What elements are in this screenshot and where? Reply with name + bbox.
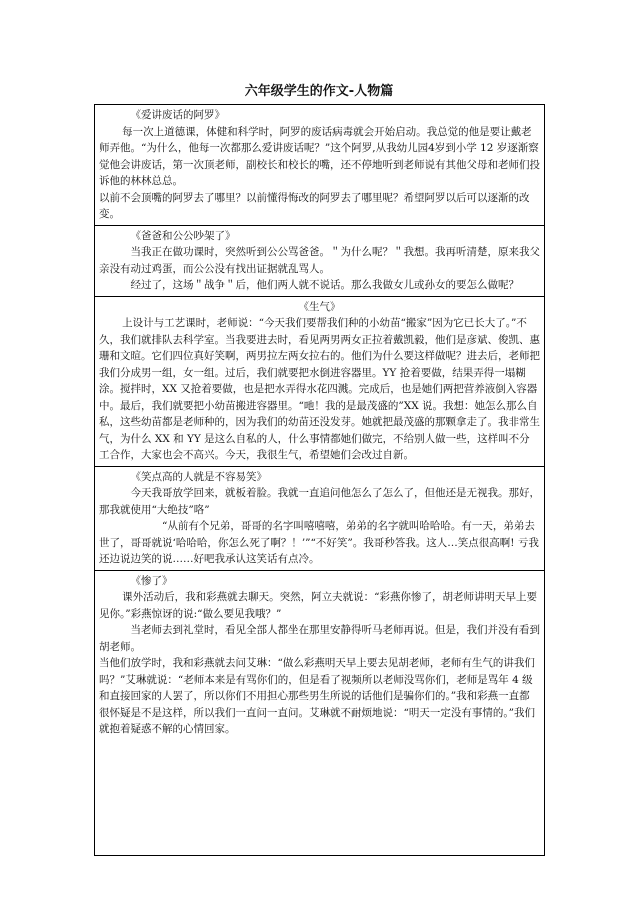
essay-paragraph: 今天我哥放学回来，就板着脸。我就一直追问他怎么了怎么了，但他还是无视我。那好，那我就使用“大绝技”咯” <box>99 487 540 516</box>
essay-row-5 <box>95 570 545 856</box>
essay-cell <box>95 105 545 226</box>
essay-paragraph: 经过了，这场＂战争＂后，他们两人就不说话。那么我做女儿或孙女的要怎么做呢？ <box>130 279 519 291</box>
page-title: 六年级学生的作文-人物篇 <box>244 84 394 99</box>
essay-paragraph: 当我正在做功课时，突然听到公公骂爸爸。＂为什么呢？＂我想。我再听清楚，原来我父亲没有动过鸡蛋，而公公没有找出证据就乱骂人。 <box>99 246 540 275</box>
essay-heading: 《笑点高的人就是不容易笑》 <box>130 470 267 483</box>
essay-cell <box>95 296 545 466</box>
essay-paragraph: 上设计与工艺课时，老师说：“今天我们要帮我们种的小幼苗“搬家”因为它已长大了。”不久，我们就排队去科学室。当我要进去时，看见两男两女正拉着戴凯毅，他们是彦斌、俊凯、惠珊和文暄。它们四位真好笑啊，两男拉左两女拉右的。他们为什么要这样做呢？进去后，老师把我们分成男一组，女一组。过后，我们就要把水倒进容器里。YY 抢着要做，结果弄得一塌糊涂。搅拌时，XX 又抢着要做，也是把水弄得水花四溅。完成后，也是她们两把营养液倒入容器中。最后，我们就要把小幼苗搬进容器里。“吔！我的是最茂盛的”XX 说。我想：她怎么那么自私，这些幼苗都是老师种的，因为我们的幼苗还没发芽。她就把最茂盛的那颗拿走了。我非常生气，为什么 XX 和 YY 是这么自私的人，什么事情都她们做完，不给别人做一些，这样叫不分工合作，大家也会不高兴。今天，我很生气，希望她们会改过自新。 <box>99 317 540 461</box>
essay-row-2 <box>95 225 545 296</box>
essay-paragraph: 课外活动后，我和彩燕就去聊天。突然，阿立夫就说：“彩燕你惨了，胡老师讲明天早上要见你。”彩燕惊讶的说:“做么要见我哦？” <box>99 591 537 620</box>
essay-heading: 《爱讲废话的阿罗》 <box>130 109 225 121</box>
essay-table <box>94 104 545 856</box>
essay-heading: 《爸爸和公公吵架了》 <box>130 229 236 242</box>
essay-cell <box>95 225 545 296</box>
essay-cell <box>95 466 545 570</box>
essay-cell <box>95 570 545 856</box>
essay-paragraph: 每一次上道德课，体健和科学时，阿罗的废话病毒就会开始启动。我总觉的他是要让戴老师弄他。“为什么，他每一次都那么爱讲废话呢？”这个阿罗,从我幼儿园4岁到小学 12 岁逐渐察觉他会讲废话，第一次顶老师，副校长和校长的嘴，还不停地听到老师说有其他父母和老师们投诉他的林林总总。 <box>99 125 540 187</box>
essay-paragraph: 当他们放学时，我和彩燕就去问艾琳：“做么彩燕明天早上要去见胡老师，老师有生气的讲我们吗？”艾琳就说：“老师本来是有骂你们的，但是看了视频所以老师没骂你们，老师是骂年 4 级和直接回家的人罢了，所以你们不用担心那些男生所说的话他们是骗你们的。”我和彩燕一直都很怀疑是不是这样，所以我们一直问一直问。艾琳就不耐烦地说：“明天一定没有事情的。”我们就抱着疑惑不解的心情回家。 <box>99 657 535 735</box>
essay-heading: 《惨了》 <box>130 574 173 587</box>
essay-row-1 <box>95 105 545 226</box>
essay-heading: 《生气》 <box>298 300 341 313</box>
essay-paragraph: “从前有个兄弟，哥哥的名字叫嘻嘻嘻，弟弟的名字就叫哈哈哈。有一天，弟弟去世了，哥哥就说‘哈哈哈，你怎么死了啊？！’”“不好笑”。我哥秒答我。这人…笑点很高啊! 亏我还边说边笑的说……好吧我承认这笑话有点冷。 <box>99 520 539 565</box>
essay-paragraph: 以前不会顶嘴的阿罗去了哪里？以前懂得悔改的阿罗去了哪里呢？希望阿罗以后可以逐渐的改变。 <box>99 191 530 220</box>
essay-row-3 <box>95 296 545 466</box>
essay-paragraph: 当老师去到礼堂时，看见全部人都坐在那里安静得听马老师再说。但是，我们并没有看到胡老师。 <box>99 624 540 653</box>
essay-row-4 <box>95 466 545 570</box>
